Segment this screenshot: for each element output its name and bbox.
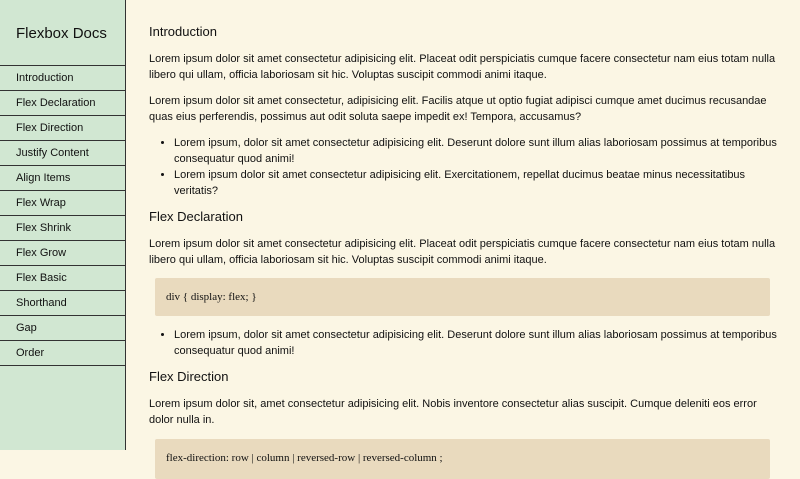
nav-link-introduction[interactable]: Introduction <box>0 66 125 91</box>
declaration-paragraph-1: Lorem ipsum dolor sit amet consectetur adipisicing elit. Placeat odit perspiciatis cumque facere consectetur nam eius totam nulla libero qui ullam, officia laboriosam sit hic. Voluptas suscipit commodi animi itaque. <box>149 238 776 266</box>
nav-link-gap[interactable]: Gap <box>0 316 125 341</box>
code-block-flex-direction: flex-direction: row | column | reversed-row | reversed-column ; <box>155 439 770 479</box>
nav-link-flex-declaration[interactable]: Flex Declaration <box>0 91 125 116</box>
nav-link-flex-basic[interactable]: Flex Basic <box>0 266 125 291</box>
intro-paragraph-1: Lorem ipsum dolor sit amet consectetur adipisicing elit. Placeat odit perspiciatis cumque facere consectetur nam eius totam nulla libero qui ullam, officia laboriosam sit hic. Voluptas suscipit commodi animi itaque. <box>149 53 776 81</box>
section-title-flex-declaration: Flex Declaration <box>149 209 243 224</box>
section-introduction <box>149 24 777 199</box>
nav-link-justify-content[interactable]: Justify Content <box>0 141 125 166</box>
nav-link-align-items[interactable]: Align Items <box>0 166 125 191</box>
nav-link-flex-grow[interactable]: Flex Grow <box>0 241 125 266</box>
section-flex-direction <box>149 369 777 479</box>
nav-link-shorthand[interactable]: Shorthand <box>0 291 125 316</box>
brand-title: Flexbox Docs <box>0 0 125 66</box>
intro-bullet-list <box>149 135 777 199</box>
main-content <box>149 0 777 464</box>
section-flex-declaration <box>149 209 777 359</box>
declaration-bullet-list <box>149 327 777 359</box>
code-block-display-flex: div { display: flex; } <box>155 278 770 316</box>
list-item: • Lorem ipsum dolor sit amet consectetur adipisicing elit. Exercitationem, repellat ducimus beatae minus necessitatibus veritatis? <box>174 167 777 199</box>
list-item: • Lorem ipsum, dolor sit amet consectetur adipisicing elit. Deserunt dolore sunt illum alias laboriosam possimus at temporibus consequatur quod animi! <box>174 135 777 167</box>
list-item: • Lorem ipsum, dolor sit amet consectetur adipisicing elit. Deserunt dolore sunt illum alias laboriosam possimus at temporibus consequatur quod animi! <box>174 327 777 359</box>
nav-link-flex-direction[interactable]: Flex Direction <box>0 116 125 141</box>
nav-link-order[interactable]: Order <box>0 341 125 366</box>
section-title-flex-direction: Flex Direction <box>149 369 229 384</box>
nav-link-flex-shrink[interactable]: Flex Shrink <box>0 216 125 241</box>
nav-list <box>0 66 125 366</box>
section-title-introduction: Introduction <box>149 24 217 39</box>
sidebar <box>0 0 126 450</box>
intro-paragraph-2: Lorem ipsum dolor sit amet consectetur, adipisicing elit. Facilis atque ut optio fugiat adipisci cumque amet ducimus recusandae quas eius perferendis, possimus aut odit soluta saepe impedit ex! Tempora, accusamus? <box>149 95 767 123</box>
nav-link-flex-wrap[interactable]: Flex Wrap <box>0 191 125 216</box>
direction-paragraph-1: Lorem ipsum dolor sit, amet consectetur adipisicing elit. Nobis inventore consectetur alias suscipit. Cumque deleniti eos error dolor nulla in. <box>149 398 757 426</box>
